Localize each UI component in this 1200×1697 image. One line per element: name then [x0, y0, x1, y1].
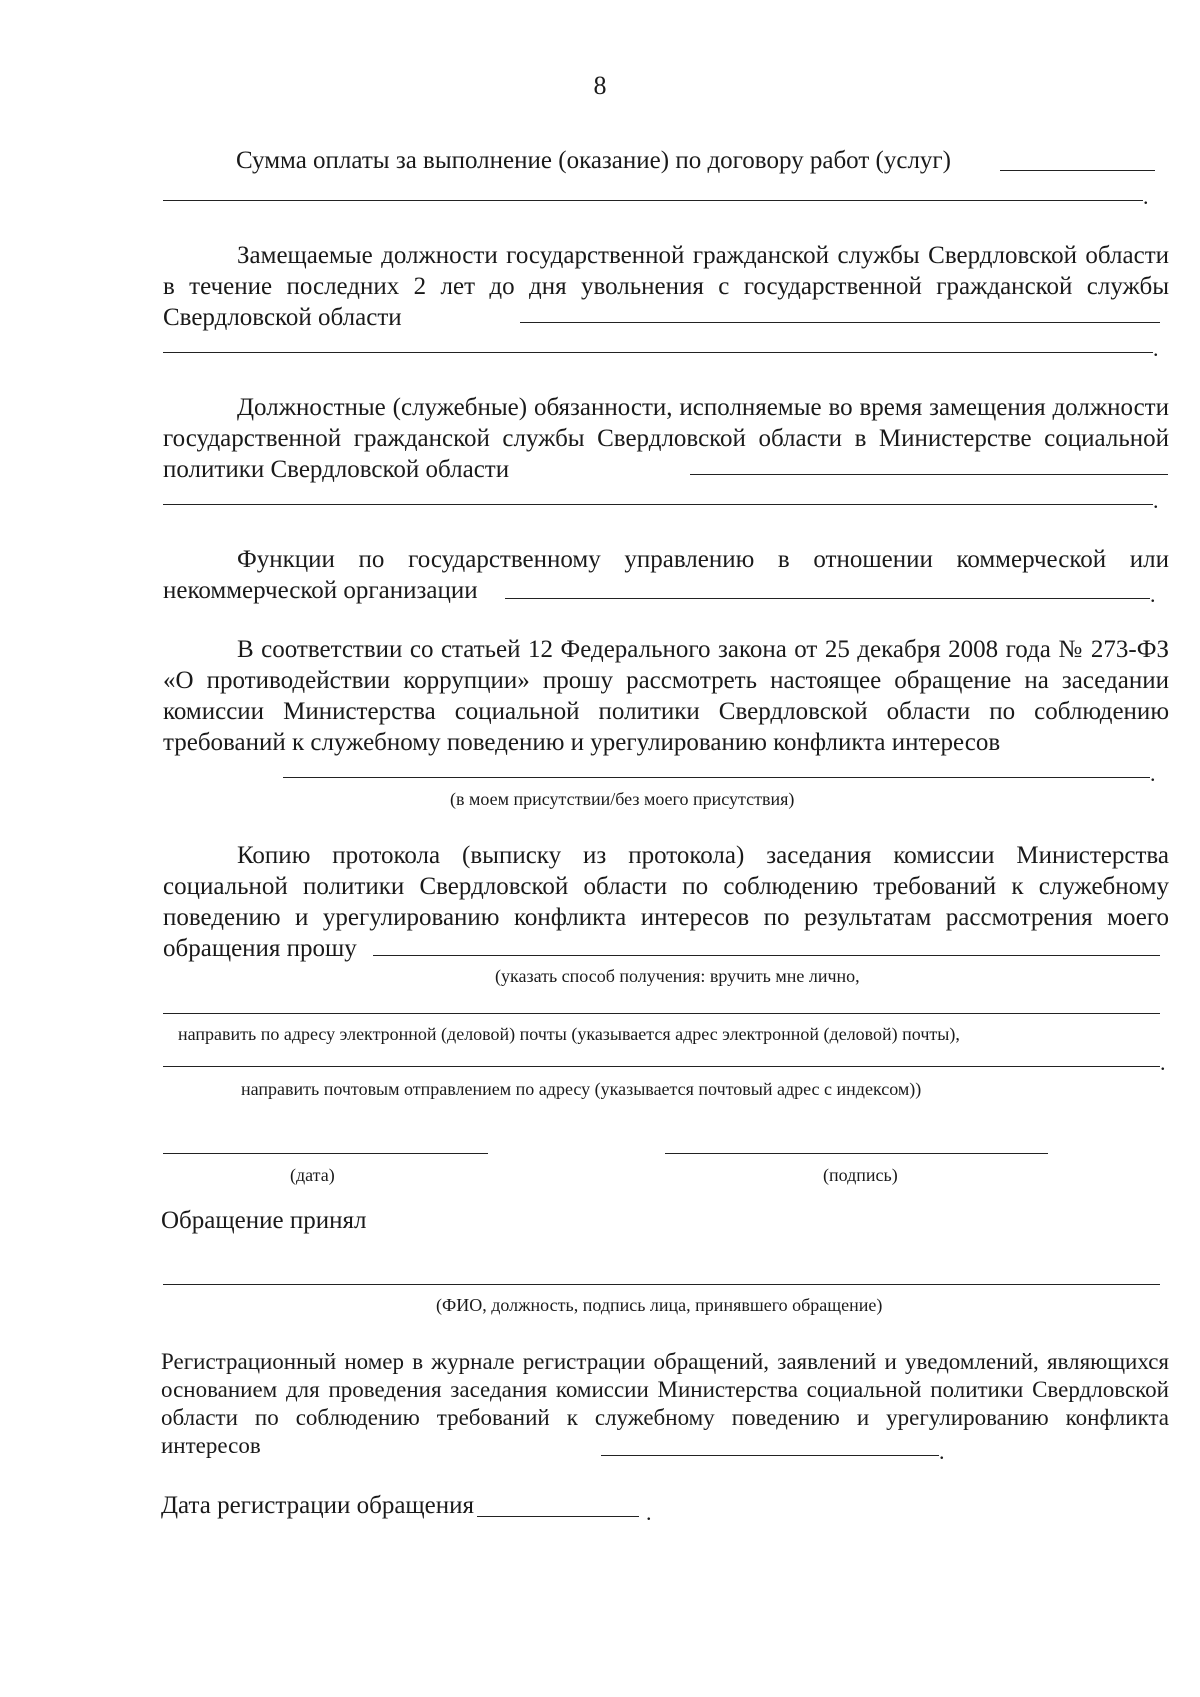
- registration-date-line[interactable]: [477, 1516, 639, 1517]
- registration-paragraph: [161, 1348, 1169, 1460]
- positions-line-2[interactable]: [163, 352, 1153, 353]
- duties-text: Должностные (служебные) обязанности, исполняемые во время замещения должности государственной гражданской службы Свердловской области в Министерстве социальной политики Свердловской области: [163, 394, 1169, 483]
- payment-line-1[interactable]: [1000, 170, 1155, 171]
- copy-line-2[interactable]: [163, 1013, 1160, 1014]
- duties-paragraph: [163, 392, 1169, 485]
- positions-period: .: [1153, 336, 1159, 361]
- page-number: 8: [593, 71, 607, 100]
- duties-line-1[interactable]: [690, 474, 1168, 475]
- functions-period: .: [1150, 582, 1156, 607]
- copy-note-2: направить по адресу электронной (деловой) почты (указывается адрес электронной (деловой) почты),: [178, 1024, 960, 1044]
- registration-period: .: [939, 1439, 945, 1464]
- payment-period: .: [1143, 184, 1149, 209]
- request-period: .: [1150, 761, 1156, 786]
- functions-line[interactable]: [505, 598, 1150, 599]
- request-text: В соответствии со статьей 12 Федерального закона от 25 декабря 2008 года № 273-ФЗ «О противодействии коррупции» прошу рассмотреть настоящее обращение на заседании комиссии Министерства социальной политики Свердловской области по соблюдению требований к служебному поведению и урегулированию конфликта интересов: [163, 636, 1169, 756]
- positions-paragraph: [163, 240, 1169, 333]
- request-note: (в моем присутствии/без моего присутствия): [450, 789, 795, 809]
- copy-note-3: направить почтовым отправлением по адресу (указывается почтовый адрес с индексом)): [241, 1079, 922, 1099]
- registration-date-period: .: [646, 1500, 652, 1525]
- payment-line-2[interactable]: [163, 200, 1143, 201]
- request-paragraph: [163, 634, 1169, 758]
- accepted-line[interactable]: [163, 1284, 1160, 1285]
- date-label: (дата): [290, 1165, 335, 1185]
- accepted-note: (ФИО, должность, подпись лица, принявшего обращение): [436, 1295, 883, 1315]
- copy-text: Копию протокола (выписку из протокола) заседания комиссии Министерства социальной политики Свердловской области по соблюдению требований к служебному поведению и урегулированию конфликта интересов по результатам рассмотрения моего обращения прошу: [163, 842, 1169, 962]
- request-line[interactable]: [283, 777, 1150, 778]
- payment-label: Сумма оплаты за выполнение (оказание) по договору работ (услуг): [236, 147, 952, 174]
- functions-text: Функции по государственному управлению в отношении коммерческой или некоммерческой организации: [163, 546, 1169, 604]
- functions-paragraph: [163, 544, 1169, 606]
- copy-note-1: (указать способ получения: вручить мне лично,: [495, 966, 860, 986]
- copy-paragraph: [163, 840, 1169, 964]
- signature-line[interactable]: [665, 1153, 1048, 1154]
- registration-text: Регистрационный номер в журнале регистрации обращений, заявлений и уведомлений, являющихся основанием для проведения заседания комиссии Министерства социальной политики Свердловской области по соблюдению требований к служебному поведению и урегулированию конфликта интересов: [161, 1349, 1169, 1458]
- registration-date-label: Дата регистрации обращения: [161, 1492, 475, 1519]
- positions-text: Замещаемые должности государственной гражданской службы Свердловской области в течение последних 2 лет до дня увольнения с государственной гражданской службы Свердловской области: [163, 242, 1169, 331]
- copy-period: .: [1160, 1050, 1166, 1075]
- accepted-label: Обращение принял: [161, 1207, 367, 1234]
- copy-line-1[interactable]: [373, 955, 1160, 956]
- positions-line-1[interactable]: [520, 322, 1160, 323]
- duties-period: .: [1153, 488, 1159, 513]
- duties-line-2[interactable]: [163, 504, 1153, 505]
- signature-label: (подпись): [823, 1165, 898, 1185]
- registration-number-line[interactable]: [601, 1455, 939, 1456]
- copy-line-3[interactable]: [163, 1066, 1160, 1067]
- date-line[interactable]: [163, 1153, 488, 1154]
